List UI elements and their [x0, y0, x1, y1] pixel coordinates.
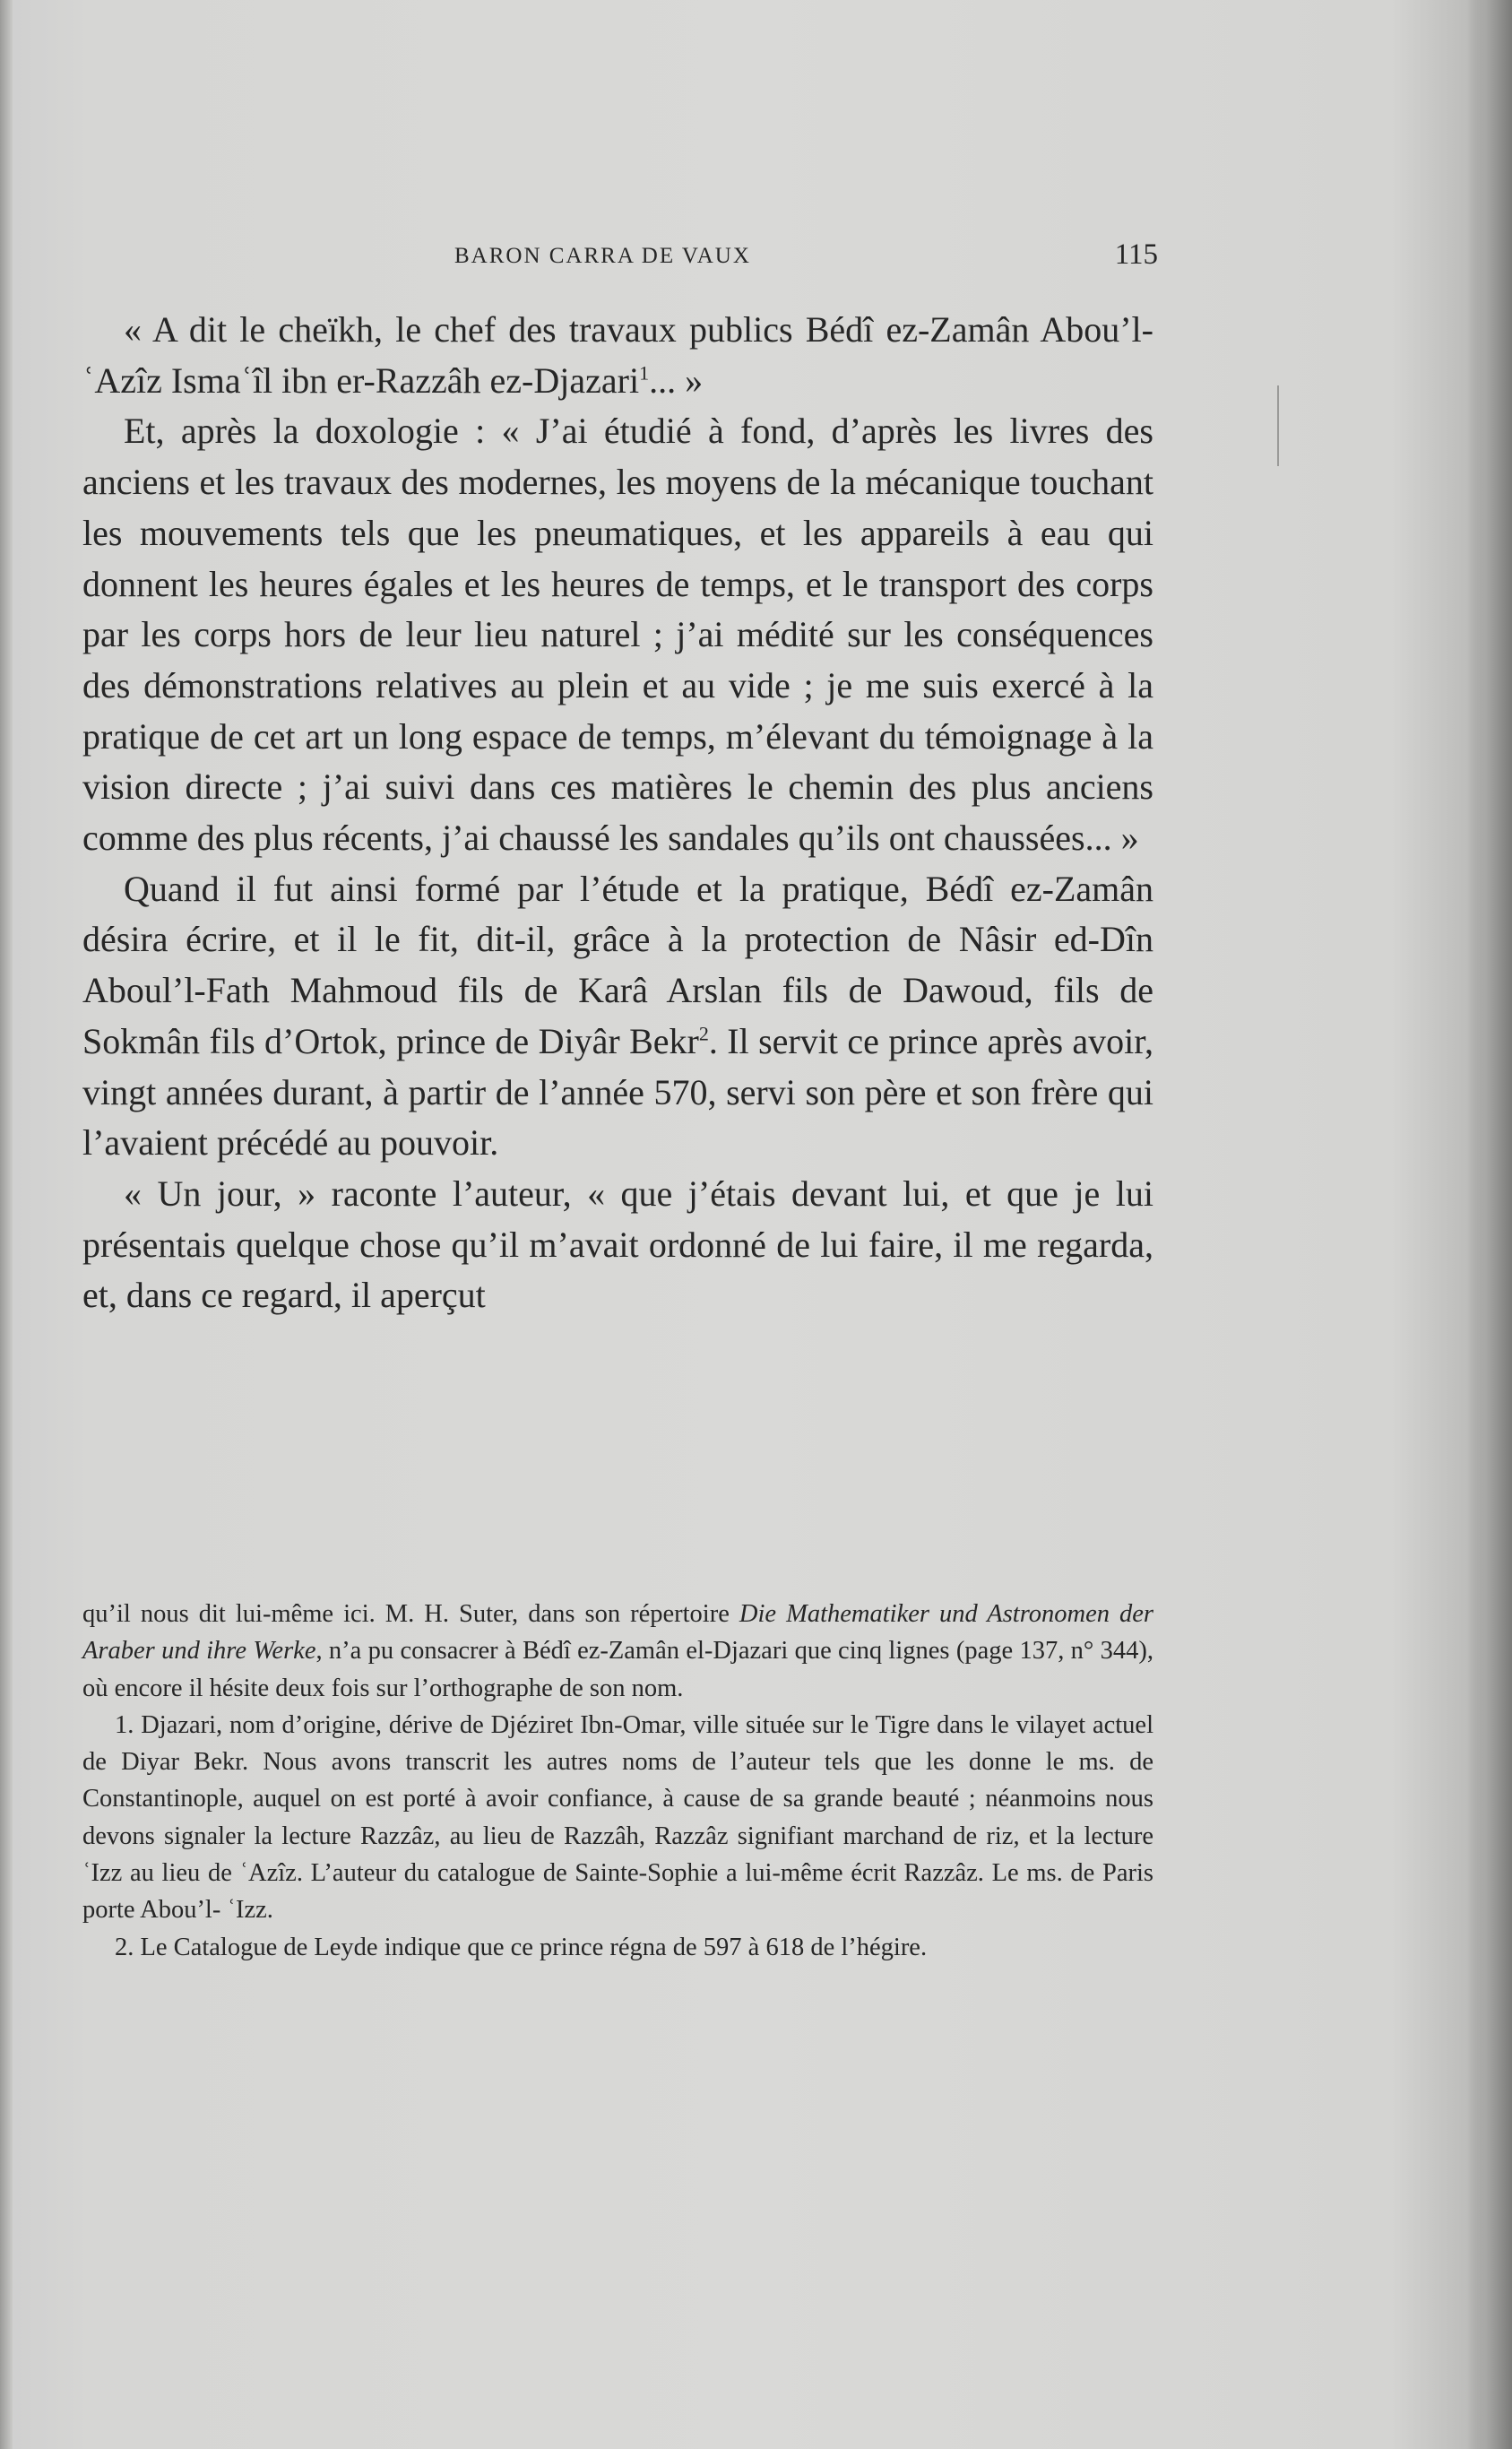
footnotes	[82, 1596, 1153, 1966]
footnote-ref: 2	[698, 1022, 709, 1045]
main-text	[82, 305, 1153, 1321]
page-header	[82, 238, 1158, 280]
footnote-ref: 1	[639, 361, 650, 385]
margin-mark	[1277, 385, 1279, 466]
footnote-continuation: qu’il nous dit lui-même ici. M. H. Suter, dans son répertoire Die Mathematiker und Astronomen der Araber und ihre Werke, n’a pu consacrer à Bédî ez-Zamân el-Djazari que cinq lignes (page 137, n° 344), où encore il hésite deux fois sur l’orthographe de son nom.	[82, 1600, 1154, 1702]
paragraph: Quand il fut ainsi formé par l’étude et la pratique, Bédî ez-Zamân désira écrire, et il le fit, dit-il, grâce à la protection de Nâsir ed-Dîn Aboul’l-Fath Mahmoud fils de Karâ Arslan fils de Dawoud, fils de Sokmân fils d’Ortok, prince de Diyâr Bekr$^2$. Il servit ce prince après avoir, vingt années durant, à partir de l’année 570, servi son père et son frère qui l’avaient précédé au pouvoir.	[82, 868, 1153, 1164]
running-head: BARON CARRA DE VAUX	[454, 244, 751, 268]
paragraph: Et, après la doxologie : « J’ai étudié à fond, d’après les livres des anciens et les travaux des modernes, les moyens de la mécanique touchant les mouvements tels que les pneumatiques, et les appareils à eau qui donnent les heures égales et les heures de temps, et le transport des corps par les corps hors de leur lieu naturel ; j’ai médité sur les conséquences des démonstrations relatives au plein et au vide ; je me suis exercé à la pratique de cet art un long espace de temps, m’élevant du témoignage à la vision directe ; j’ai suivi dans ces matières le chemin des plus anciens comme des plus récents, j’ai chaussé les sandales qu’ils ont chaussées... »	[82, 411, 1153, 859]
cited-title: Die Mathematiker und Astronomen der Araber und ihre Werke	[82, 1600, 1154, 1666]
page-left-edge	[0, 0, 13, 2449]
footnote-2: 2. Le Catalogue de Leyde indique que ce prince régna de 597 à 618 de l’hégire.	[115, 1933, 928, 1961]
paragraph: « Un jour, » raconte l’auteur, « que j’étais devant lui, et que je lui présentais quelque chose qu’il m’avait ordonné de lui faire, il me regarda, et, dans ce regard, il aperçut	[82, 1173, 1153, 1316]
footnote-1: 1. Djazari, nom d’origine, dérive de Djéziret Ibn-Omar, ville située sur le Tigre dans le vilayet actuel de Diyar Bekr. Nous avons transcrit les autres noms de l’auteur tels que les donne le ms. de Constantinople, auquel on est porté à avoir confiance, à cause de sa grande beauté ; néanmoins nous devons signaler la lecture Razzâz, au lieu de Razzâh, Razzâz signifiant marchand de riz, et la lecture ʿIzz au lieu de ʿAzîz. L’auteur du catalogue de Sainte-Sophie a lui-même écrit Razzâz. Le ms. de Paris porte Abou’l- ʿIzz.	[82, 1710, 1153, 1925]
page-number: 115	[1114, 238, 1158, 271]
page-right-edge	[1467, 0, 1512, 2449]
paragraph: « A dit le cheïkh, le chef des travaux publics Bédî ez-Zamân Abou’l-ʿAzîz Ismaʿîl ibn er-Razzâh ez-Djazari$^1$... »	[82, 309, 1153, 401]
